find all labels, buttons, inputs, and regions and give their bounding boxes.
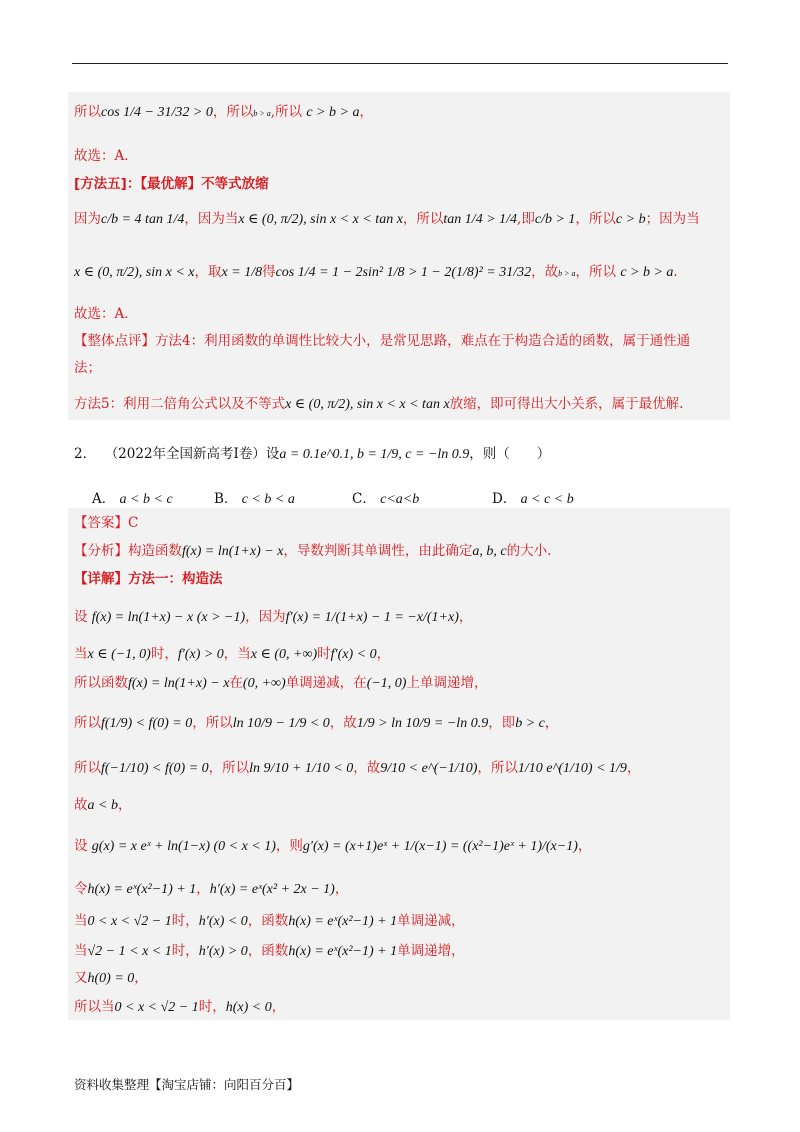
step-10: 当√2 − 1 < x < 1时，h′(x) > 0，函数h(x) = eˣ(x²−1) + 1单调递增， xyxy=(74,943,465,959)
solution-panel-1 xyxy=(68,92,730,420)
method5-line-1: 因为c/b = 4 tan 1/4，因为当x ∈ (0, π/2), sin x < x < tan x，所以tan 1/4 > 1/4,即c/b > 1，所以c > b；因为当 xyxy=(74,211,700,227)
analysis-line: 【分析】构造函数f(x) = ln(1+x) − x，导数判断其单调性，由此确定a, b, c的大小. xyxy=(74,543,552,559)
step-7: 设 g(x) = x eˣ + ln(1−x) (0 < x < 1)，则g′(x) = (x+1)eˣ + 1/(x−1) = ((x²−1)eˣ + 1)/(x−1)， xyxy=(74,838,592,854)
detail-header: 【详解】方法一：构造法 xyxy=(74,571,223,587)
option-c: C． c<a<b xyxy=(352,491,420,507)
step-12: 所以当0 < x < √2 − 1时，h(x) < 0， xyxy=(74,999,286,1015)
question-source: （2022年全国新高考Ⅰ卷） xyxy=(104,446,266,462)
step-6: 故a < b， xyxy=(74,797,132,813)
choice-line: 故选：A． xyxy=(74,148,138,164)
question-2-stem: 2． （2022年全国新高考Ⅰ卷）设a = 0.1e^0.1, b = 1/9, c = −ln 0.9，则（ ） xyxy=(74,446,551,462)
step-2: 当x ∈ (−1, 0)时，f′(x) > 0，当x ∈ (0, +∞)时f′(x) < 0， xyxy=(74,646,391,662)
step-5: 所以f(−1/10) < f(0) = 0，所以ln 9/10 + 1/10 < 0，故9/10 < e^(−1/10)，所以1/10 e^(1/10) < 1/9， xyxy=(74,760,641,776)
question-number: 2． xyxy=(74,446,97,462)
option-b: B． c < b < a xyxy=(214,491,295,507)
formula: cos 1/4 − 31/32 > 0 xyxy=(101,105,213,120)
choice-line-2: 故选：A． xyxy=(74,306,138,322)
step-3: 所以函数f(x) = ln(1+x) − x在(0, +∞)单调递减，在(−1, 0)上单调递增， xyxy=(74,675,488,691)
answer-line: 【答案】C xyxy=(74,515,139,531)
conclusion-line: 所以cos 1/4 − 31/32 > 0，所以b > a,所以 c > b > a， xyxy=(74,104,373,120)
header-rule xyxy=(72,63,728,64)
review-line-3: 方法5：利用二倍角公式以及不等式x ∈ (0, π/2), sin x < x < tan x放缩，即可得出大小关系，属于最优解. xyxy=(74,396,684,412)
option-a: A． a < b < c xyxy=(92,491,173,507)
step-1: 设 f(x) = ln(1+x) − x (x > −1)，因为f′(x) = 1/(1+x) − 1 = −x/(1+x)， xyxy=(74,609,473,625)
page-footer: 资料收集整理【淘宝店铺：向阳百分百】 xyxy=(74,1077,300,1092)
step-8: 令h(x) = eˣ(x²−1) + 1，h′(x) = eˣ(x² + 2x − 1)， xyxy=(74,881,349,897)
review-line-2: 法； xyxy=(74,360,101,376)
method5-header: [方法五]：【最优解】不等式放缩 xyxy=(74,176,269,192)
step-11: 又h(0) = 0， xyxy=(74,970,148,986)
review-line-1: 【整体点评】方法4：利用函数的单调性比较大小，是常见思路，难点在于构造合适的函数，属于通性通 xyxy=(74,333,691,349)
method5-line-2: x ∈ (0, π/2), sin x < x，取x = 1/8得cos 1/4 = 1 − 2sin² 1/8 > 1 − 2(1/8)² = 31/32，故b > a，所以 c > b > a. xyxy=(74,264,678,280)
option-d: D． a < c < b xyxy=(492,491,574,507)
step-4: 所以f(1/9) < f(0) = 0，所以ln 10/9 − 1/9 < 0，故1/9 > ln 10/9 = −ln 0.9，即b > c， xyxy=(74,715,559,731)
step-9: 当0 < x < √2 − 1时，h′(x) < 0，函数h(x) = eˣ(x²−1) + 1单调递减， xyxy=(74,913,465,929)
